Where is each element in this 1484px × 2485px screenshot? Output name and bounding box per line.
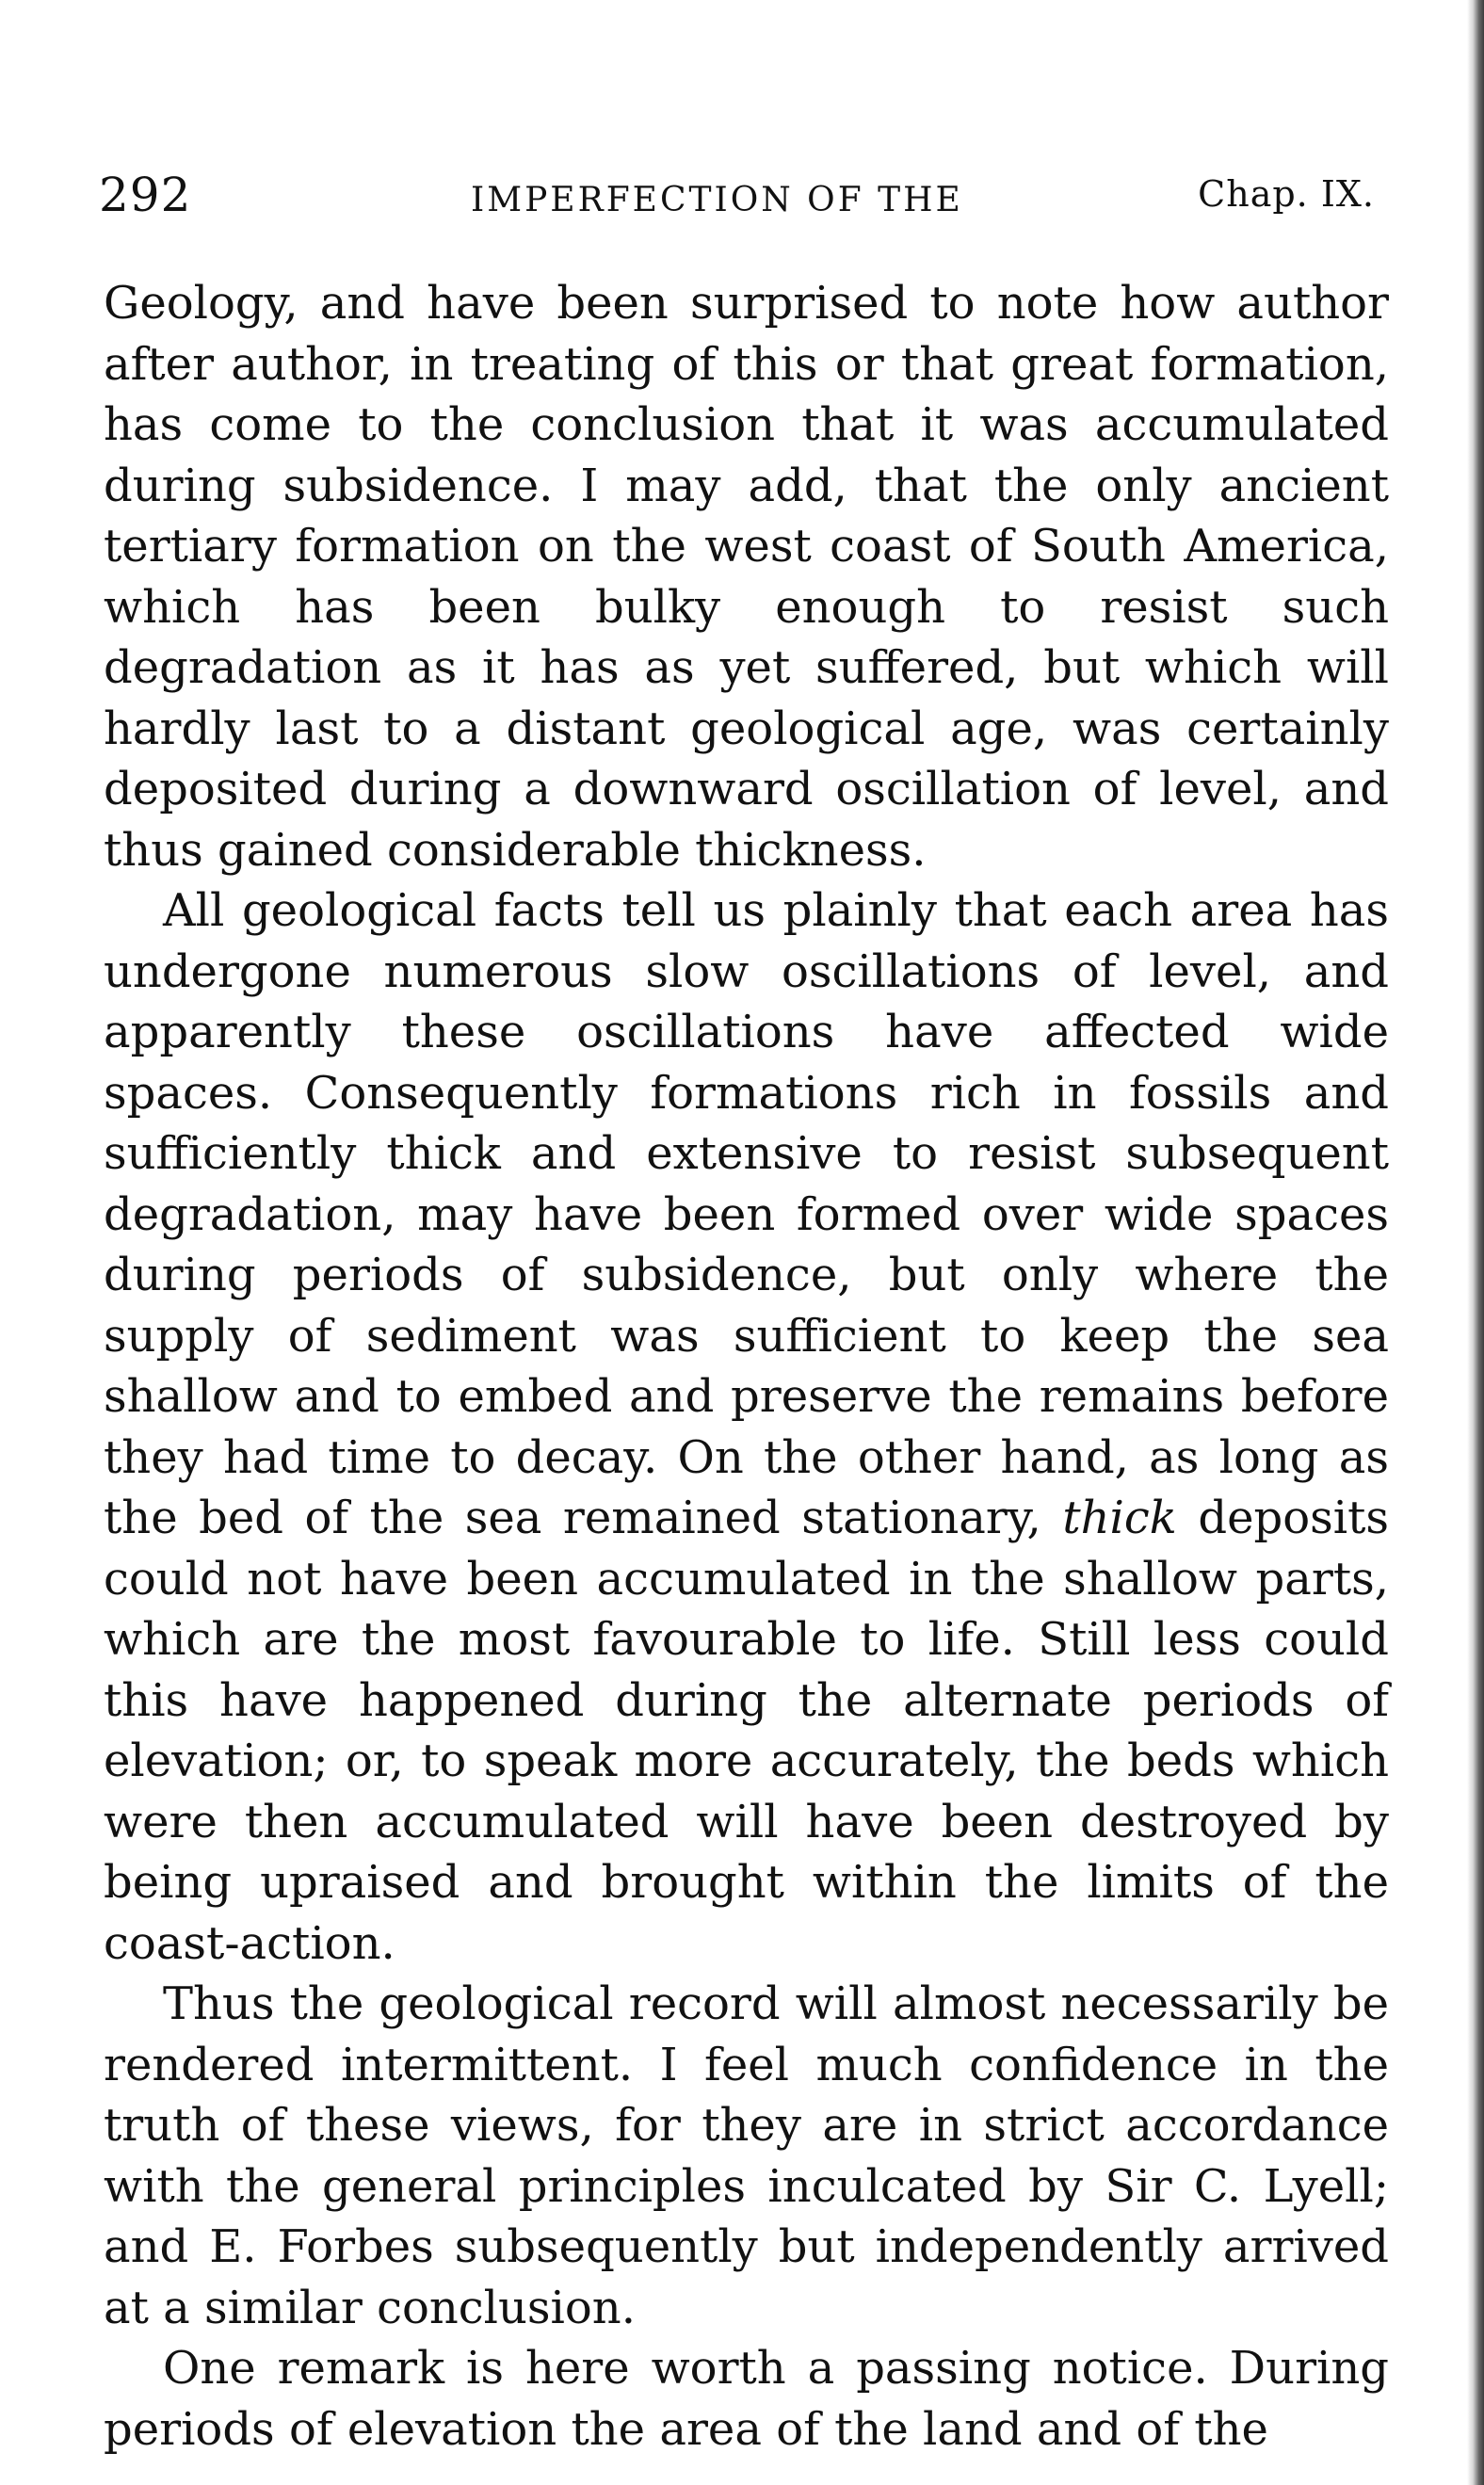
paragraph-intermittent-record: Thus the geological record will almost necessarily be rendered intermittent. I feel much confidence in the truth of these views, for they are in strict accordance with the general principles inculcated by Sir C. Lyell; and E. Forbes subsequently but independently arrived at a similar conclusion. [104,1977,1389,2334]
paragraph-oscillations [104,880,1389,1974]
running-title: IMPERFECTION OF THE [471,181,963,219]
paragraph-text-start: All geological facts tell us plainly that each area has undergone numerous slow oscillations of level, and apparently these oscillations have affected wide spaces. Consequently formations rich in fossils and sufficiently thick and extensive to resist subsequent degradation, may have been formed over wide spaces during periods of subsidence, but only where the supply of sediment was sufficient to keep the sea shallow and to embed and preserve the remains before they had time to decay. On the other hand, as long as the bed of the sea remained stationary, [104,884,1389,1544]
page-header [99,168,1375,224]
body-text [104,273,1389,2460]
paragraph-text-end: deposits could not have been accumulated in the shallow parts, which are the most favourable to life. Still less could this have happened during the alternate periods of elevation; or, to speak more accurately, the beds which were then accumulated will have been destroyed by being upraised and brought within the limits of the coast-action. [104,1492,1390,1970]
page-edge-shadow [1467,0,1484,2485]
page-number: 292 [99,168,192,222]
paragraph-remark: One remark is here worth a passing notice. During periods of elevation the area of the land and of the [104,2342,1389,2456]
chapter-label: Chap. IX. [1198,173,1375,215]
italic-emphasis: thick [1062,1492,1177,1544]
paragraph-continued: Geology, and have been surprised to note how author after author, in treating of this or that great formation, has come to the conclusion that it was accumulated during subsidence. I may add, that the only ancient tertiary formation on the west coast of South America, which has been bulky enough to resist such degradation as it has as yet suffered, but which will hardly last to a distant geological age, was certainly deposited during a downward oscillation of level, and thus gained considerable thickness. [104,277,1389,877]
